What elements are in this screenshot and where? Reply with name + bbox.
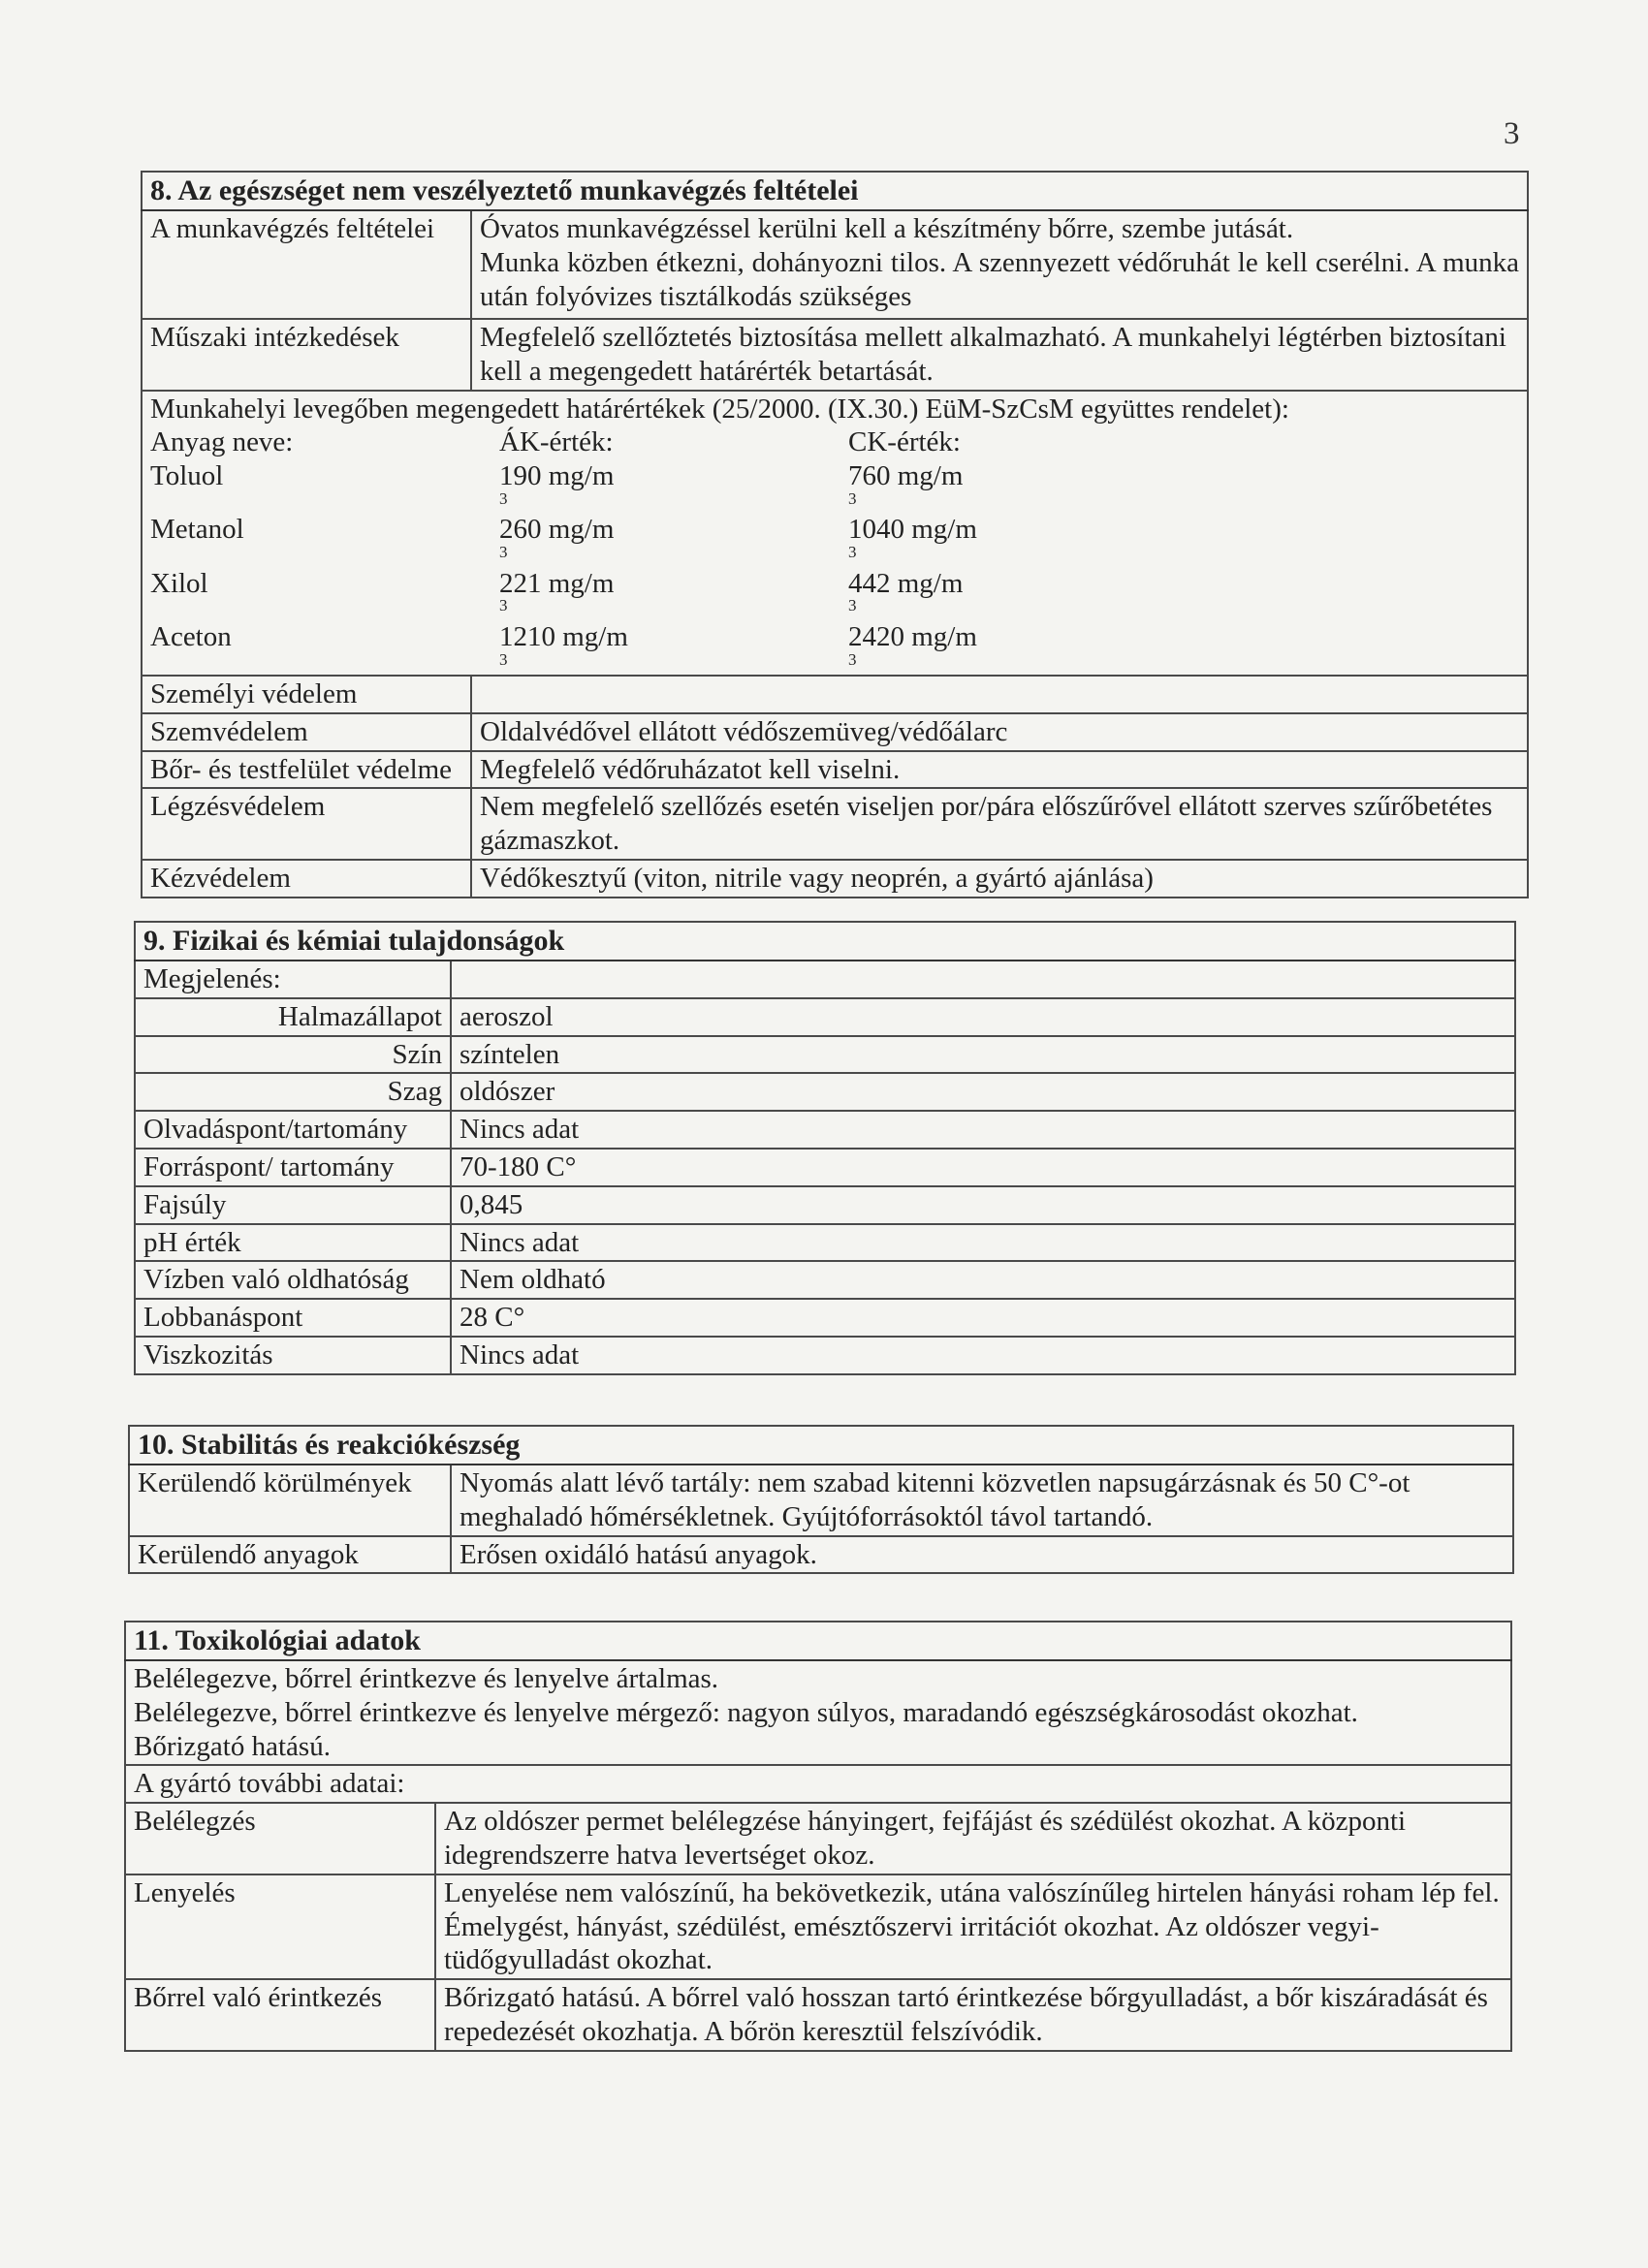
section-9-table bbox=[134, 921, 1516, 1375]
table-row bbox=[142, 319, 1528, 391]
limits-title: Munkahelyi levegőben megengedett határértékek (25/2000. (IX.30.) EüM-SzCsM együttes rendelet): bbox=[150, 393, 1289, 425]
table-row bbox=[135, 1186, 1515, 1224]
row-label: Kerülendő anyagok bbox=[129, 1536, 451, 1574]
manufacturer-row bbox=[125, 1765, 1511, 1803]
section-8-title: 8. Az egészséget nem veszélyeztető munkavégzés feltételei bbox=[142, 172, 1528, 210]
limits-row bbox=[142, 391, 1528, 676]
unit-exponent: 3 bbox=[499, 649, 508, 669]
table-row bbox=[142, 788, 1528, 860]
table-row bbox=[135, 1111, 1515, 1149]
row-value bbox=[471, 676, 1528, 713]
limits-header-ck: CK-érték: bbox=[848, 426, 961, 458]
limit-name: Xilol bbox=[150, 567, 208, 599]
row-label: Légzésvédelem bbox=[142, 788, 471, 860]
row-label: Halmazállapot bbox=[135, 998, 451, 1036]
unit-exponent: 3 bbox=[848, 596, 857, 615]
row-label: Szag bbox=[135, 1073, 451, 1111]
row-label: Bőr- és testfelület védelme bbox=[142, 751, 471, 789]
general-block bbox=[125, 1660, 1511, 1765]
table-row bbox=[142, 713, 1528, 751]
limits-header-name: Anyag neve: bbox=[150, 426, 294, 458]
row-label: pH érték bbox=[135, 1224, 451, 1262]
table-row bbox=[125, 1803, 1511, 1874]
row-label: Szemvédelem bbox=[142, 713, 471, 751]
row-value: Erősen oxidáló hatású anyagok. bbox=[451, 1536, 1513, 1574]
row-label: Kézvédelem bbox=[142, 860, 471, 898]
unit-exponent: 3 bbox=[499, 596, 508, 615]
row-label: Lobbanáspont bbox=[135, 1299, 451, 1337]
row-label: Lenyelés bbox=[125, 1874, 435, 1979]
table-row bbox=[135, 961, 1515, 998]
row-value: aeroszol bbox=[451, 998, 1515, 1036]
limit-ck: 442 mg/m 3 bbox=[848, 567, 1519, 620]
row-value: Nem oldható bbox=[451, 1261, 1515, 1299]
value-line: Munka közben étkezni, dohányozni tilos. A szennyezett védőruhát le kell cserélni. A munka után folyóvizes tisztálkodás szükséges bbox=[480, 246, 1519, 312]
row-value bbox=[451, 961, 1515, 998]
section-11-title: 11. Toxikológiai adatok bbox=[125, 1622, 1511, 1660]
row-value: Az oldószer permet belélegzése hányingert, fejfájást és szédülést okozhat. A központi idegrendszerre hatva levertséget okoz. bbox=[435, 1803, 1511, 1874]
table-row bbox=[129, 1536, 1513, 1574]
row-label: Forráspont/ tartomány bbox=[135, 1149, 451, 1186]
table-row bbox=[135, 1149, 1515, 1186]
row-value: 70-180 C° bbox=[451, 1149, 1515, 1186]
row-label: Fajsúly bbox=[135, 1186, 451, 1224]
limit-ak: 190 mg/m 3 bbox=[499, 459, 848, 513]
row-label: A munkavégzés feltételei bbox=[142, 210, 471, 319]
general-line: Belélegezve, bőrrel érintkezve és lenyelve mérgező: nagyon súlyos, maradandó egészségkárosodást okozhat. bbox=[134, 1696, 1358, 1728]
table-row bbox=[135, 1337, 1515, 1374]
row-label: Személyi védelem bbox=[142, 676, 471, 713]
section-9-title: 9. Fizikai és kémiai tulajdonságok bbox=[135, 922, 1515, 961]
general-line: Belélegezve, bőrrel érintkezve és lenyelve ártalmas. bbox=[134, 1663, 719, 1694]
row-label: Szín bbox=[135, 1036, 451, 1074]
limit-name: Metanol bbox=[150, 514, 244, 546]
table-row bbox=[142, 751, 1528, 789]
row-label: Vízben való oldhatóság bbox=[135, 1261, 451, 1299]
row-label: Kerülendő körülmények bbox=[129, 1465, 451, 1536]
value-line: Óvatos munkavégzéssel kerülni kell a készítmény bőrre, szembe jutását. bbox=[480, 213, 1294, 244]
table-row bbox=[142, 210, 1528, 319]
row-value: 0,845 bbox=[451, 1186, 1515, 1224]
row-label: Megjelenés: bbox=[135, 961, 451, 998]
limits-block bbox=[142, 391, 1528, 676]
table-row bbox=[142, 860, 1528, 898]
row-value: színtelen bbox=[451, 1036, 1515, 1074]
general-line: Bőrizgató hatású. bbox=[134, 1730, 331, 1762]
limit-name: Aceton bbox=[150, 620, 232, 652]
row-value: Nincs adat bbox=[451, 1111, 1515, 1149]
row-value: Lenyelése nem valószínű, ha bekövetkezik, utána valószínűleg hirtelen hányási roham lép fel. Émelygést, hányást, szédülést, emésztőszervi irritációt okozhat. Az oldószer vegyi-tüdőgyulladást okozhat. bbox=[435, 1874, 1511, 1979]
row-value: 28 C° bbox=[451, 1299, 1515, 1337]
general-row bbox=[125, 1660, 1511, 1765]
table-row bbox=[135, 1036, 1515, 1074]
limit-ak: 1210 mg/m 3 bbox=[499, 620, 848, 674]
unit-exponent: 3 bbox=[848, 488, 857, 508]
row-value: Megfelelő szellőztetés biztosítása mellett alkalmazható. A munkahelyi légtérben biztosítani kell a megengedett határérték betartását. bbox=[471, 319, 1528, 391]
unit-exponent: 3 bbox=[848, 543, 857, 562]
table-row bbox=[129, 1465, 1513, 1536]
limits-grid bbox=[150, 425, 1519, 674]
limit-name: Toluol bbox=[150, 460, 224, 492]
table-row bbox=[142, 676, 1528, 713]
table-row bbox=[125, 1979, 1511, 2051]
row-label: Műszaki intézkedések bbox=[142, 319, 471, 391]
row-value: Nem megfelelő szellőzés esetén viseljen por/pára előszűrővel ellátott szerves szűrőbetétes gázmaszkot. bbox=[471, 788, 1528, 860]
table-row bbox=[135, 998, 1515, 1036]
manufacturer-label: A gyártó további adatai: bbox=[125, 1765, 1511, 1803]
row-value bbox=[471, 210, 1528, 319]
row-label: Belélegzés bbox=[125, 1803, 435, 1874]
section-8-table bbox=[141, 171, 1529, 898]
unit-exponent: 3 bbox=[848, 649, 857, 669]
table-row bbox=[135, 1073, 1515, 1111]
table-row bbox=[125, 1874, 1511, 1979]
limit-ck: 2420 mg/m 3 bbox=[848, 620, 1519, 674]
row-value: Megfelelő védőruházatot kell viselni. bbox=[471, 751, 1528, 789]
row-label: Bőrrel való érintkezés bbox=[125, 1979, 435, 2051]
row-value: Oldalvédővel ellátott védőszemüveg/védőálarc bbox=[471, 713, 1528, 751]
unit-exponent: 3 bbox=[499, 488, 508, 508]
table-row bbox=[135, 1261, 1515, 1299]
page-number: 3 bbox=[1504, 116, 1520, 151]
section-11-table bbox=[124, 1621, 1512, 2052]
limit-ak: 260 mg/m 3 bbox=[499, 513, 848, 566]
row-value: Nincs adat bbox=[451, 1337, 1515, 1374]
table-row bbox=[135, 1299, 1515, 1337]
row-value: Nincs adat bbox=[451, 1224, 1515, 1262]
table-row bbox=[135, 1224, 1515, 1262]
limit-ck: 760 mg/m 3 bbox=[848, 459, 1519, 513]
limit-ck: 1040 mg/m 3 bbox=[848, 513, 1519, 566]
row-value: Nyomás alatt lévő tartály: nem szabad kitenni közvetlen napsugárzásnak és 50 C°-ot meghaladó hőmérsékletnek. Gyújtóforrásoktól távol tartandó. bbox=[451, 1465, 1513, 1536]
row-label: Viszkozitás bbox=[135, 1337, 451, 1374]
row-value: oldószer bbox=[451, 1073, 1515, 1111]
row-label: Olvadáspont/tartomány bbox=[135, 1111, 451, 1149]
row-value: Védőkesztyű (viton, nitrile vagy neoprén, a gyártó ajánlása) bbox=[471, 860, 1528, 898]
limits-header-ak: ÁK-érték: bbox=[499, 426, 614, 458]
section-10-title: 10. Stabilitás és reakciókészség bbox=[129, 1426, 1513, 1465]
row-value: Bőrizgató hatású. A bőrrel való hosszan tartó érintkezése bőrgyulladást, a bőr kiszáradását és repedezését okozhatja. A bőrön keresztül felszívódik. bbox=[435, 1979, 1511, 2051]
limit-ak: 221 mg/m 3 bbox=[499, 567, 848, 620]
unit-exponent: 3 bbox=[499, 543, 508, 562]
section-10-table bbox=[128, 1425, 1514, 1574]
